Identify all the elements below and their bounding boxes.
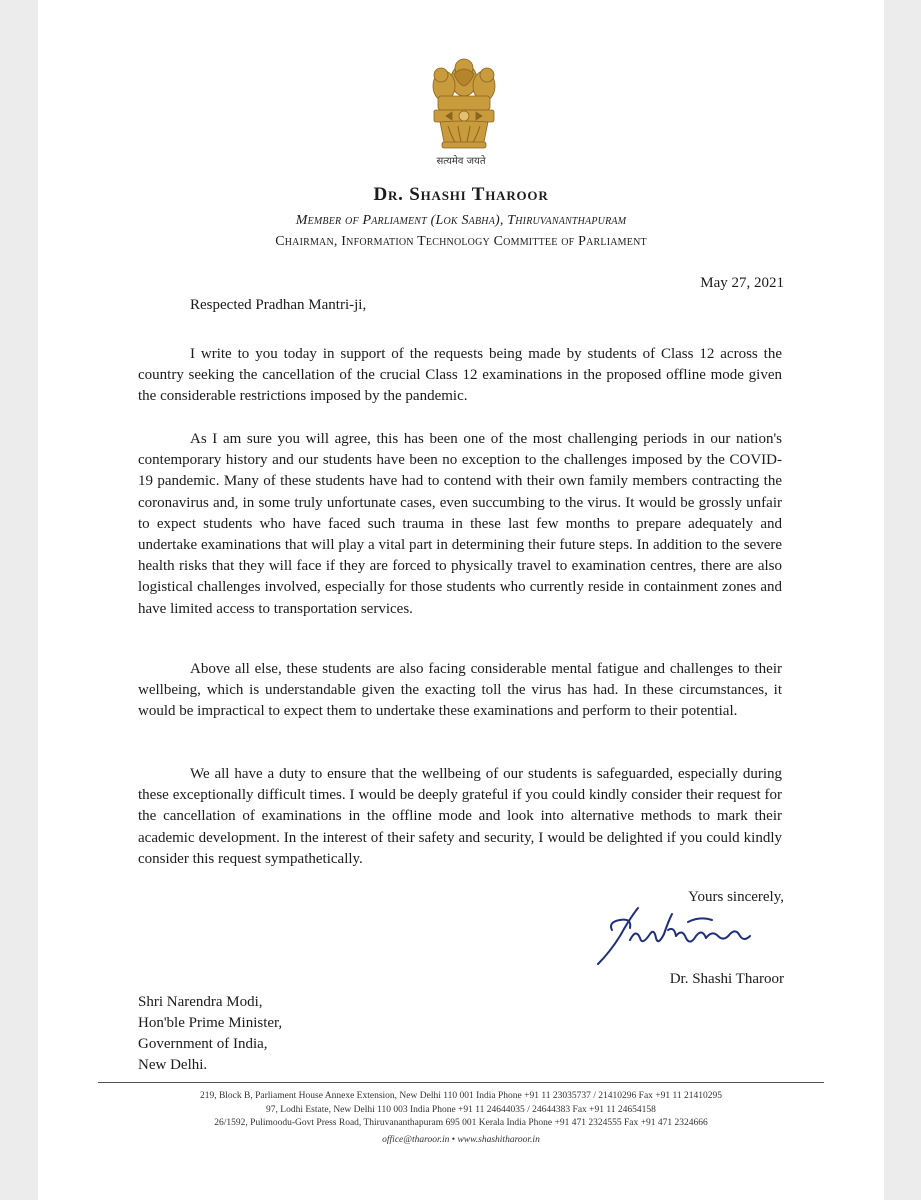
body-paragraph-3: Above all else, these students are also facing considerable mental fatigue and challenges to their wellbeing, which is understandable given the exacting toll the virus has had. In these circumstances, it would be impractical to expect them to undertake these examinations and perform to their potential. (138, 661, 782, 720)
body-paragraph-2: As I am sure you will agree, this has been one of the most challenging periods in our nation's contemporary history and our students have been no exception to the challenges imposed by the COVID-19 pandemic. Many of these students have had to contend with their own family members contracting the coronavirus and, in some truly unfortunate cases, even succumbing to the virus. It would be grossly unfair to expect students who have faced such trauma in these last few months to prepare adequately and undertake examinations that will play a vital part in determining their future steps. In addition to the severe health risks that they will face if they are forced to physically travel to examination centres, there are also logistical challenges involved, especially for those students who currently reside in containment zones and have limited access to transportation services. (138, 431, 782, 617)
closing: Yours sincerely, (688, 889, 784, 905)
recipient-address (138, 992, 282, 1076)
recipient-line: Hon'ble Prime Minister, (138, 1015, 283, 1031)
sender-name-heading: Dr. Shashi Tharoor (373, 184, 549, 205)
footer-address-line: 26/1592, Pulimoodu-Govt Press Road, Thiruvananthapuram 695 001 Kerala India Phone +91 471 2324555 Fax +91 471 2324666 (214, 1118, 708, 1128)
footer-addresses (38, 1090, 884, 1147)
footer-email: office@tharoor.in (382, 1134, 450, 1145)
body-paragraph-1: I write to you today in support of the requests being made by students of Class 12 across the country seeking the cancellation of the crucial Class 12 examinations in the proposed offline mode given the considerable restrictions imposed by the pandemic. (138, 346, 782, 405)
footer-separator: • (451, 1134, 456, 1145)
salutation: Respected Pradhan Mantri-ji, (190, 297, 367, 313)
state-emblem-icon (424, 50, 504, 158)
signer-name: Dr. Shashi Tharoor (669, 971, 784, 987)
body-paragraph-4: We all have a duty to ensure that the wellbeing of our students is safeguarded, especially during these exceptionally difficult times. I would be deeply grateful if you could kindly consider their request for the cancellation of examinations in the offline mode and look into alternative methods to mark their academic development. In the interest of their safety and security, I would be delighted if you could kindly consider this request sympathetically. (138, 766, 782, 867)
recipient-line: New Delhi. (138, 1057, 208, 1073)
sender-title-line-2: Chairman, Information Technology Committee of Parliament (275, 234, 647, 249)
recipient-line: Shri Narendra Modi, (138, 994, 263, 1010)
footer-website: www.shashitharoor.in (457, 1134, 540, 1145)
letter-date: May 27, 2021 (700, 275, 784, 291)
emblem-motto: सत्यमेव जयते (436, 156, 486, 167)
handwritten-signature (590, 900, 770, 972)
recipient-line: Government of India, (138, 1036, 268, 1052)
sender-title-line-1: Member of Parliament (Lok Sabha), Thiruvananthapuram (295, 213, 627, 228)
footer-divider (98, 1082, 824, 1083)
footer-contact-line (38, 1134, 884, 1148)
footer-address-line: 219, Block B, Parliament House Annexe Extension, New Delhi 110 001 India Phone +91 11 23035737 / 21410296 Fax +91 11 21410295 (199, 1091, 723, 1101)
footer-address-line: 97, Lodhi Estate, New Delhi 110 003 India Phone +91 11 24644035 / 24644383 Fax +91 11 24654158 (266, 1104, 656, 1115)
letter-page (38, 0, 884, 1200)
